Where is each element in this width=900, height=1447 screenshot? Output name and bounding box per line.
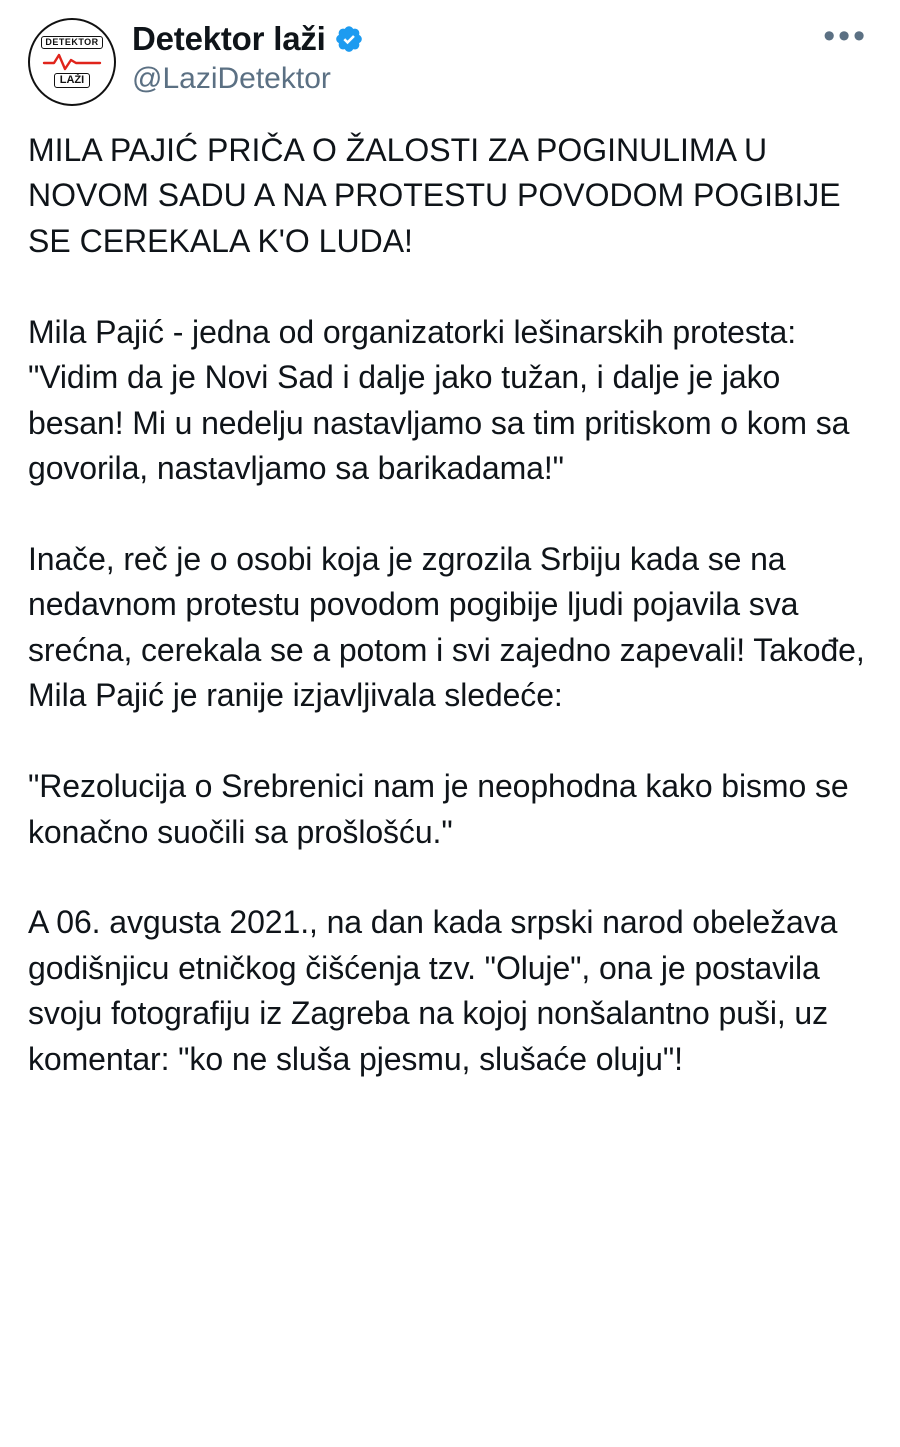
tweet-header: [28, 18, 872, 106]
verified-badge-icon: [334, 24, 364, 54]
author-names: [132, 18, 797, 97]
handle[interactable]: @LaziDetektor: [132, 61, 331, 95]
tweet-paragraph-quote-3: A 06. avgusta 2021., na dan kada srpski narod obeležava godišnjicu etničkog čišćenja tzv. "Oluje", ona je postavila svoju fotografiju iz Zagreba na kojoj nonšalantno puši, uz komentar: "ko ne sluša pjesmu, slušaće oluju"!: [28, 904, 838, 1077]
tweet-text: [28, 128, 872, 1082]
tweet-paragraph-headline: MILA PAJIĆ PRIČA O ŽALOSTI ZA POGINULIMA U NOVOM SADU A NA PROTESTU POVODOM POGIBIJE SE CEREKALA K'O LUDA!: [28, 132, 841, 259]
avatar-bottom-label: LAŽI: [54, 73, 90, 88]
display-name[interactable]: Detektor laži: [132, 20, 326, 57]
more-options-icon[interactable]: •••: [823, 17, 868, 55]
tweet-paragraph-context: Inače, reč je o osobi koja je zgrozila Srbiju kada se na nedavnom protestu povodom pogibije ljudi pojavila sva srećna, cerekala se a potom i svi zajedno zapevali! Takođe, Mila Pajić je ranije izjavljivala sledeće:: [28, 540, 865, 714]
display-name-row: [132, 20, 797, 58]
avatar[interactable]: [28, 18, 116, 106]
tweet-paragraph-quote-2: "Rezolucija o Srebrenici nam je neophodna kako bismo se konačno suočili sa prošlošću.": [28, 768, 849, 850]
tweet-paragraph-quote-1: Mila Pajić - jedna od organizatorki lešinarskih protesta: "Vidim da je Novi Sad i dalje jako tužan, i dalje je jako besan! Mi u nedelju nastavljamo sa tim pritiskom o kom sa govorila, nastavljamo sa barikadama!": [28, 313, 850, 487]
avatar-top-label: DETEKTOR: [41, 36, 102, 49]
heartbeat-pulse-icon: [42, 51, 102, 71]
